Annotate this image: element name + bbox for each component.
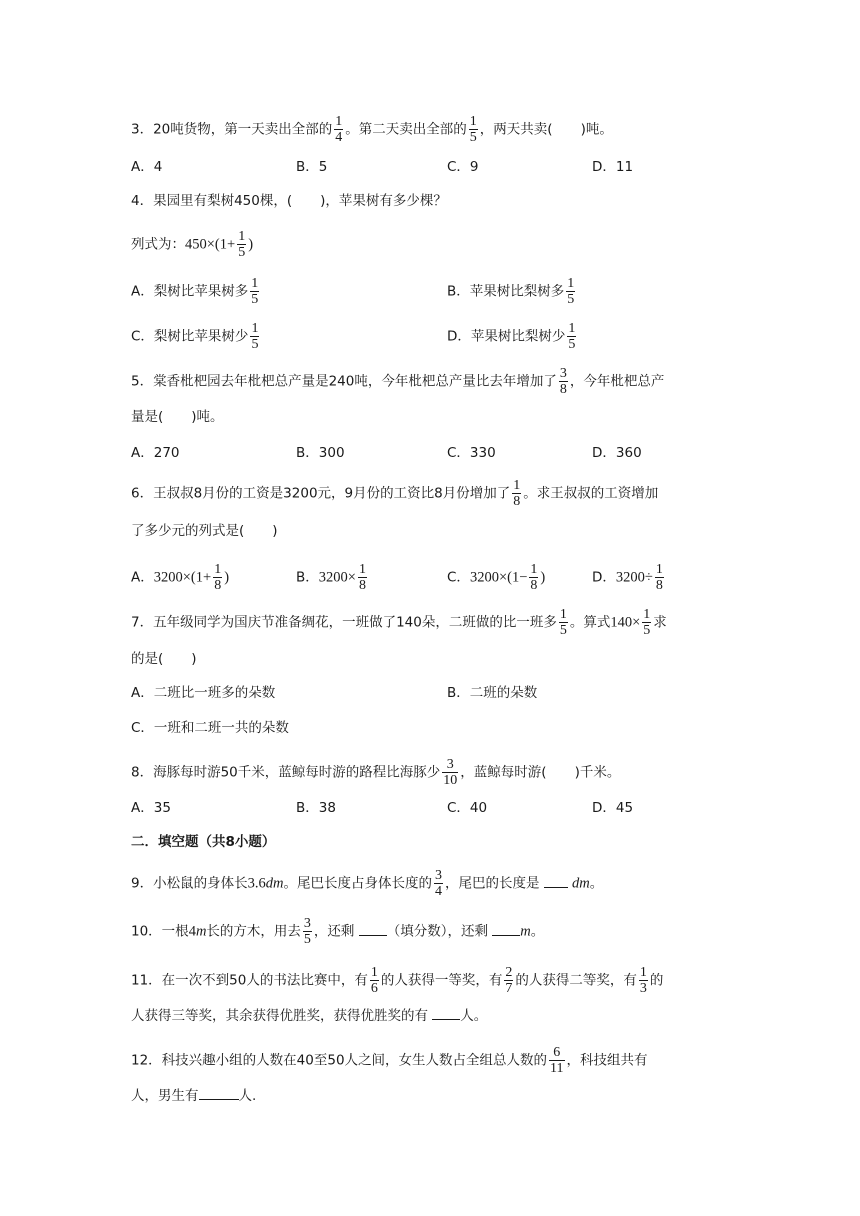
- option-a[interactable]: A．35: [131, 800, 171, 816]
- question-5: 5．棠香枇杷园去年枇杷总产量是240吨，今年枇杷总产量比去年增加了 $\frac{3}{8}$ ，今年枇杷总产: [131, 366, 665, 397]
- option-d[interactable]: D．11: [592, 159, 634, 175]
- question-12-cont: 人，男生有 人.: [131, 1088, 257, 1104]
- question-11: 11．在一次不到50人的书法比赛中，有 $\frac{1}{6}$ 的人获得一等奖，有 $\frac{2}{7}$ 的人获得二等奖，有 $\frac{1}{3}$ 的: [131, 965, 664, 996]
- answer-blank[interactable]: [492, 935, 520, 936]
- question-9: 9．小松鼠的身体长3.6dm。尾巴长度占身体长度的 $\frac{3}{4}$ ，尾巴的长度是 dm。: [131, 868, 604, 899]
- question-7: 7．五年级同学为国庆节准备绸花，一班做了140朵，二班做的比一班多 $\frac{1}{5}$ 。算式140× $\frac{1}{5}$ 求: [131, 607, 667, 638]
- answer-blank[interactable]: [432, 1019, 460, 1020]
- question-6-cont: 了多少元的列式是( ): [131, 523, 278, 539]
- option-a[interactable]: A．4: [131, 159, 163, 175]
- fraction: $\frac{1}{3}$: [639, 965, 647, 996]
- option-a[interactable]: A．3200×(1+ $\frac{1}{8}$ ): [131, 562, 230, 593]
- option-b[interactable]: B．38: [296, 800, 336, 816]
- answer-blank[interactable]: [199, 1099, 239, 1100]
- option-a[interactable]: A．二班比一班多的朵数: [131, 685, 276, 701]
- option-d[interactable]: D．3200÷ $\frac{1}{8}$: [592, 562, 663, 593]
- fraction: $\frac{1}{5}$: [238, 229, 246, 260]
- fraction: $\frac{3}{10}$: [443, 757, 458, 788]
- section-heading: 二．填空题（共8小题）: [131, 834, 276, 850]
- question-4: 4．果园里有梨树450棵，( )，苹果树有多少棵？: [131, 193, 447, 209]
- question-3: 3．20吨货物，第一天卖出全部的 $\frac{1}{4}$ 。第二天卖出全部的 $\frac{1}{5}$ ，两天共卖( )吨。: [131, 114, 613, 145]
- answer-blank[interactable]: [544, 887, 568, 888]
- question-11-cont: 人获得三等奖，其余获得优胜奖，获得优胜奖的有 人。: [131, 1008, 488, 1024]
- fraction: $\frac{1}{5}$: [559, 607, 567, 638]
- fraction: $\frac{1}{5}$: [469, 114, 477, 145]
- fraction: $\frac{1}{8}$: [513, 478, 521, 509]
- option-c[interactable]: C．3200×(1− $\frac{1}{8}$ ): [447, 562, 546, 593]
- option-b[interactable]: B．5: [296, 159, 328, 175]
- option-b[interactable]: B．3200× $\frac{1}{8}$: [296, 562, 366, 593]
- option-d[interactable]: D．苹果树比梨树少 $\frac{1}{5}$: [447, 321, 576, 352]
- question-5-cont: 量是( )吨。: [131, 409, 224, 425]
- option-c[interactable]: C．一班和二班一共的朵数: [131, 720, 289, 736]
- question-6: 6．王叔叔8月份的工资是3200元，9月份的工资比8月份增加了 $\frac{1}{8}$ 。求王叔叔的工资增加: [131, 478, 659, 509]
- option-a[interactable]: A．270: [131, 445, 180, 461]
- question-8: 8．海豚每时游50千米，蓝鲸每时游的路程比海豚少 $\frac{3}{10}$ ，蓝鲸每时游( )千米。: [131, 757, 621, 788]
- question-4-formula: 列式为：450×(1+ $\frac{1}{5}$ ): [131, 229, 254, 260]
- option-c[interactable]: C．40: [447, 800, 488, 816]
- fraction: $\frac{6}{11}$: [550, 1045, 564, 1076]
- fraction: $\frac{1}{5}$: [643, 607, 651, 638]
- option-b[interactable]: B．二班的朵数: [447, 685, 538, 701]
- option-b[interactable]: B．苹果树比梨树多 $\frac{1}{5}$: [447, 276, 575, 307]
- fraction: $\frac{3}{4}$: [434, 868, 442, 899]
- fraction: $\frac{3}{8}$: [559, 366, 567, 397]
- option-c[interactable]: C．9: [447, 159, 479, 175]
- question-7-cont: 的是( ): [131, 651, 197, 667]
- question-10: 10．一根4m长的方木，用去 $\frac{3}{5}$ ，还剩 （填分数），还剩 m。: [131, 916, 545, 947]
- option-c[interactable]: C．梨树比苹果树少 $\frac{1}{5}$: [131, 321, 259, 352]
- option-d[interactable]: D．360: [592, 445, 642, 461]
- answer-blank[interactable]: [359, 935, 387, 936]
- fraction: $\frac{3}{5}$: [303, 916, 311, 947]
- fraction: $\frac{1}{6}$: [370, 965, 378, 996]
- option-c[interactable]: C．330: [447, 445, 496, 461]
- fraction: $\frac{2}{7}$: [505, 965, 513, 996]
- fraction: $\frac{1}{4}$: [335, 114, 343, 145]
- question-12: 12．科技兴趣小组的人数在40至50人之间，女生人数占全组总人数的 $\frac{6}{11}$ ，科技组共有: [131, 1045, 648, 1076]
- option-d[interactable]: D．45: [592, 800, 634, 816]
- option-a[interactable]: A．梨树比苹果树多 $\frac{1}{5}$: [131, 276, 259, 307]
- option-b[interactable]: B．300: [296, 445, 345, 461]
